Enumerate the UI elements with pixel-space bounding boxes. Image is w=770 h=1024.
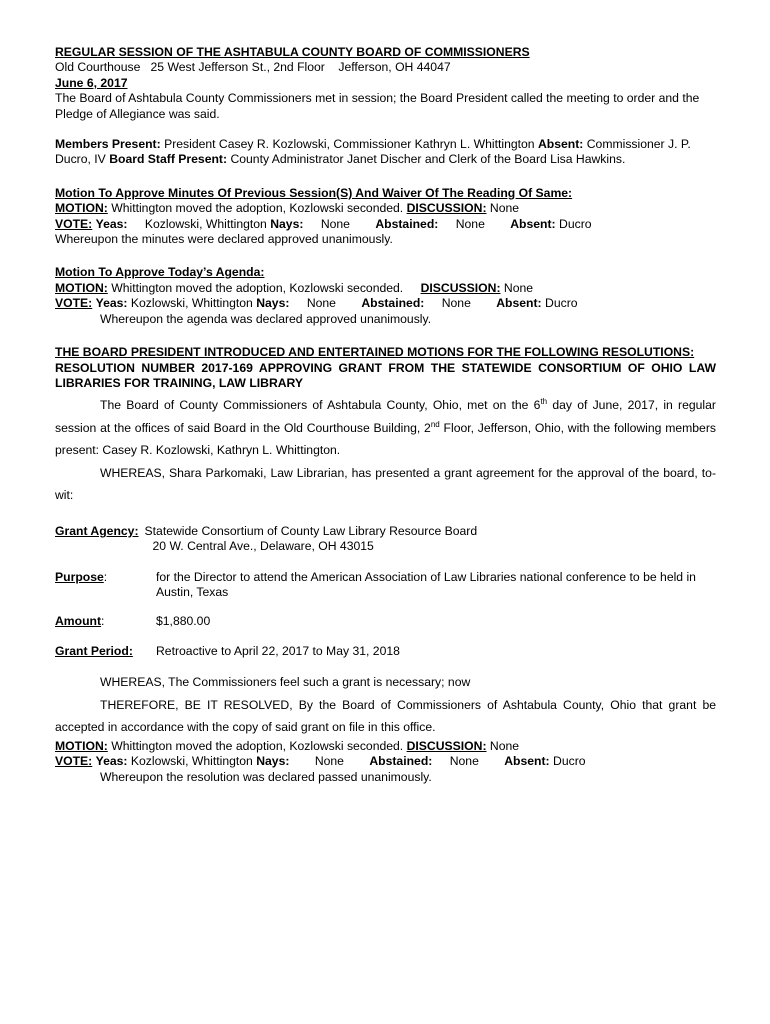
grant-agency-value xyxy=(145,524,478,555)
grant-agency-address: 20 W. Central Ave., Delaware, OH 43015 xyxy=(152,539,374,554)
meeting-text-part3: Floor, Jefferson, Ohio, with the following members present: Casey R. Kozlowski, Kathryn L. Whittington. xyxy=(55,420,716,458)
amount-colon: : xyxy=(101,614,105,629)
meeting-text-sup-nd: nd xyxy=(430,419,440,429)
amount-label-wrap xyxy=(55,614,156,629)
members-absent-label: Absent: xyxy=(537,137,584,152)
vote-label: VOTE: xyxy=(55,216,93,231)
motion-text: Whittington moved the adoption, Kozlowski seconded. xyxy=(111,280,404,295)
minutes-motion-heading: Motion To Approve Minutes Of Previous Session(S) And Waiver Of The Reading Of Same: xyxy=(55,185,573,200)
minutes-result: Whereupon the minutes were declared approved unanimously. xyxy=(55,232,393,247)
resolution-title: RESOLUTION NUMBER 2017-169 APPROVING GRANT FROM THE STATEWIDE CONSORTIUM OF OHIO LAW LIBRARIES FOR TRAINING, LAW LIBRARY xyxy=(55,360,716,390)
opening-statement: The Board of Ashtabula County Commissioners met in session; the Board President called the meeting to order and the Pledge of Allegiance was said. xyxy=(55,91,700,121)
resolutions-intro: THE BOARD PRESIDENT INTRODUCED AND ENTERTAINED MOTIONS FOR THE FOLLOWING RESOLUTIONS: xyxy=(55,345,695,360)
attendance-paragraph xyxy=(55,137,716,168)
purpose-colon: : xyxy=(103,569,108,584)
abstained-value: None xyxy=(455,216,485,231)
grant-agency-label: Grant Agency: xyxy=(55,523,139,538)
purpose-row xyxy=(55,570,716,601)
amount-label: Amount xyxy=(55,614,102,629)
session-date: June 6, 2017 xyxy=(55,75,128,90)
grant-period-value: Retroactive to April 22, 2017 to May 31, 2018 xyxy=(156,643,400,658)
members-present-value: President Casey R. Kozlowski, Commissioner Kathryn L. Whittington xyxy=(164,137,535,152)
minutes-body xyxy=(55,45,716,785)
resolution-motion-line xyxy=(55,739,716,754)
yeas-label: Yeas: xyxy=(95,216,128,231)
yeas-value: Kozlowski, Whittington xyxy=(130,754,253,769)
amount-value: $1,880.00 xyxy=(156,614,211,629)
members-present-label: Members Present: xyxy=(55,137,161,152)
motion-text: Whittington moved the adoption, Kozlowski seconded. xyxy=(111,738,404,753)
amount-row xyxy=(55,614,716,629)
grant-period-label-wrap xyxy=(55,644,156,659)
discussion-label: DISCUSSION: xyxy=(406,738,487,753)
abstained-label: Abstained: xyxy=(369,754,433,769)
absent-label: Absent: xyxy=(510,216,556,231)
nays-label: Nays: xyxy=(256,754,290,769)
motion-label: MOTION: xyxy=(55,201,108,216)
yeas-value: Kozlowski, Whittington xyxy=(130,296,253,311)
staff-present-label: Board Staff Present: xyxy=(109,152,228,167)
nays-label: Nays: xyxy=(270,216,304,231)
purpose-label: Purpose xyxy=(55,569,104,584)
agenda-motion-heading: Motion To Approve Today’s Agenda: xyxy=(55,265,265,280)
grant-agency-name: Statewide Consortium of County Law Library Resource Board xyxy=(144,523,478,538)
absent-value: Ducro xyxy=(553,754,586,769)
session-title: REGULAR SESSION OF THE ASHTABULA COUNTY BOARD OF COMMISSIONERS xyxy=(55,45,530,59)
agenda-result: Whereupon the agenda was declared approved unanimously. xyxy=(100,311,432,326)
discussion-value: None xyxy=(489,201,520,216)
grant-period-row xyxy=(55,644,716,659)
minutes-motion-line xyxy=(55,201,716,216)
meeting-text-sup-th: th xyxy=(540,397,548,407)
absent-value: Ducro xyxy=(559,216,592,231)
nays-value: None xyxy=(320,216,350,231)
resolution-result: Whereupon the resolution was declared passed unanimously. xyxy=(100,769,432,784)
discussion-label: DISCUSSION: xyxy=(420,280,501,295)
members-absent-value: Commissioner J. P. Ducro, IV xyxy=(55,137,691,167)
abstained-label: Abstained: xyxy=(375,216,439,231)
resolution-meeting-paragraph xyxy=(55,394,716,462)
meeting-text-part1: The Board of County Commissioners of Ashtabula County, Ohio, met on the 6 xyxy=(100,398,541,413)
grant-details xyxy=(55,524,716,659)
nays-label: Nays: xyxy=(256,296,290,311)
motion-label: MOTION: xyxy=(55,738,108,753)
whereas-grant-presented: WHEREAS, Shara Parkomaki, Law Librarian, has presented a grant agreement for the approval of the board, to-wit: xyxy=(55,465,716,503)
meeting-text-part2: day of June, 2017, in regular session at the offices of said Board in the Old Courthouse Building, 2 xyxy=(55,398,716,435)
agenda-motion-line xyxy=(55,281,716,296)
abstained-value: None xyxy=(441,296,471,311)
yeas-label: Yeas: xyxy=(95,754,128,769)
staff-present-value: County Administrator Janet Discher and Clerk of the Board Lisa Hawkins. xyxy=(230,152,626,167)
purpose-value: for the Director to attend the American Association of Law Libraries national conference to be held in Austin, Texas xyxy=(156,569,696,600)
grant-agency-row xyxy=(55,524,716,555)
motion-text: Whittington moved the adoption, Kozlowski seconded. xyxy=(111,201,404,216)
motion-label: MOTION: xyxy=(55,280,108,295)
discussion-label: DISCUSSION: xyxy=(406,201,487,216)
purpose-label-wrap xyxy=(55,570,156,601)
absent-label: Absent: xyxy=(496,296,542,311)
grant-period-label: Grant Period: xyxy=(55,643,133,658)
agenda-vote-line xyxy=(55,296,716,311)
vote-label: VOTE: xyxy=(55,754,93,769)
abstained-label: Abstained: xyxy=(361,296,425,311)
yeas-value: Kozlowski, Whittington xyxy=(144,216,267,231)
yeas-label: Yeas: xyxy=(95,296,128,311)
absent-value: Ducro xyxy=(545,296,578,311)
therefore-resolved: THEREFORE, BE IT RESOLVED, By the Board of Commissioners of Ashtabula County, Ohio that grant be accepted in accordance with the copy of said grant on file in this office. xyxy=(55,697,716,735)
resolution-vote-line xyxy=(55,754,716,769)
nays-value: None xyxy=(314,754,344,769)
discussion-value: None xyxy=(503,280,534,295)
discussion-value: None xyxy=(489,738,520,753)
nays-value: None xyxy=(306,296,336,311)
absent-label: Absent: xyxy=(504,754,550,769)
abstained-value: None xyxy=(449,754,479,769)
session-location: Old Courthouse 25 West Jefferson St., 2nd Floor Jefferson, OH 44047 xyxy=(55,60,451,75)
vote-label: VOTE: xyxy=(55,296,93,311)
whereas-necessary: WHEREAS, The Commissioners feel such a grant is necessary; now xyxy=(100,675,471,690)
minutes-vote-line xyxy=(55,217,716,232)
